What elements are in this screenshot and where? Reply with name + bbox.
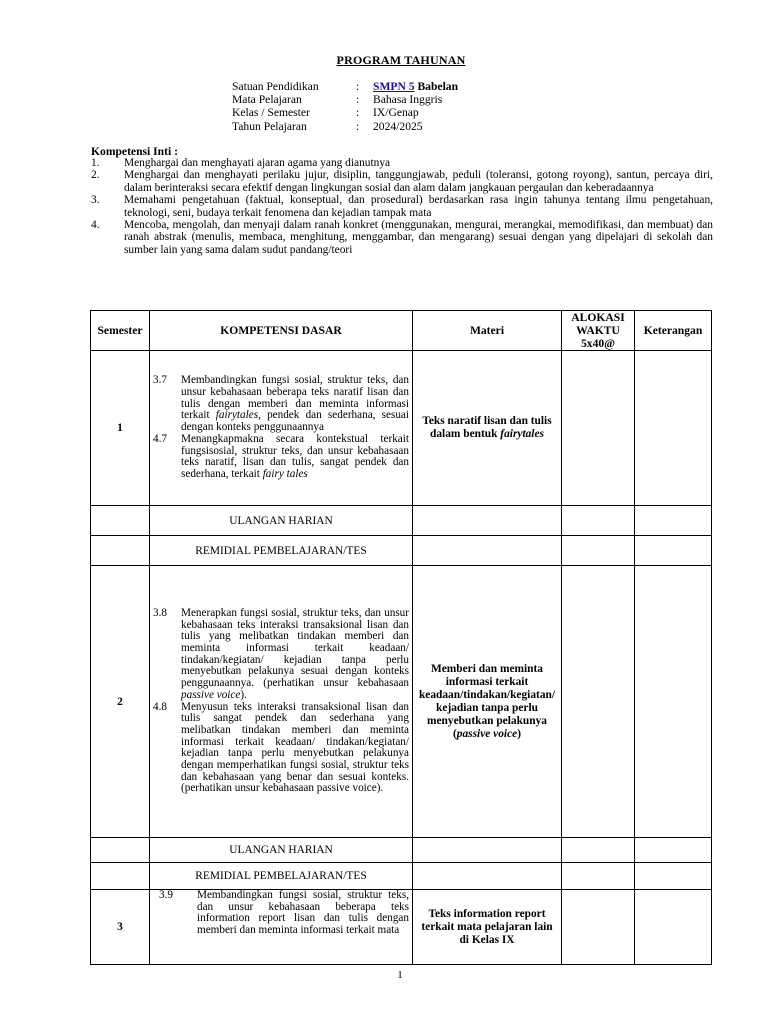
keterangan-cell [635, 351, 712, 506]
materi-cell [413, 536, 562, 566]
table-row-semester-3 [91, 890, 712, 965]
materi-text-italic: fairytales [500, 428, 544, 440]
semester-cell [91, 863, 150, 890]
kd-text-italic: fairytales [215, 409, 259, 422]
table-row-remidial [91, 536, 712, 566]
info-row-tahun [232, 120, 458, 133]
alokasi-line-1: ALOKASI [571, 311, 625, 324]
kd-item [153, 702, 409, 796]
kd-text: Membandingkan fungsi sosial, struktur teks, dan unsur kebahasaan beberapa teks information report lisan dan tulis dengan memberi dan meminta informasi terkait mata [197, 889, 409, 937]
ki-number: 3. [91, 194, 100, 207]
school-link[interactable]: SMPN 5 [373, 80, 415, 93]
kd-text-part: Menangkapmakna secara kontekstual terkait fungsisosial, struktur teks, dan unsur kebahasaan teks naratif, lisan dan tulis, sangat pendek dan sederhana, terkait [181, 432, 409, 480]
page-title: PROGRAM TAHUNAN [336, 53, 466, 67]
kd-code: 3.7 [153, 374, 167, 387]
ki-item [91, 194, 713, 219]
semester-cell: 3 [91, 890, 150, 965]
ki-text: Menghargai dan menghayati ajaran agama yang dianutnya [124, 157, 391, 169]
kd-code: 3.9 [159, 889, 173, 901]
info-colon: : [356, 80, 360, 93]
kd-item [153, 890, 409, 937]
info-colon: : [356, 106, 360, 120]
alokasi-cell [562, 506, 635, 536]
materi-text: ) [517, 727, 521, 740]
materi-text: Teks naratif lisan dan tulis dalam bentuk [422, 415, 552, 440]
kd-item [153, 375, 409, 434]
info-value: Bahasa Inggris [373, 93, 443, 107]
remidial-label: REMIDIAL PEMBELAJARAN/TES [150, 536, 413, 566]
materi-text-italic: passive voice [456, 727, 518, 740]
semester-cell [91, 536, 150, 566]
semester-cell: 2 [91, 566, 150, 838]
semester-cell: 1 [91, 351, 150, 506]
page-number: 1 [397, 969, 403, 981]
alokasi-line-2: WAKTU [576, 324, 620, 337]
materi-cell [413, 566, 562, 838]
table-header-row [91, 311, 712, 351]
alokasi-line-3: 5x40@ [581, 337, 615, 350]
info-label: Satuan Pendidikan [232, 80, 319, 93]
materi-cell [413, 838, 562, 863]
kd-text-part: , pendek dan sederhana, sesuai dengan konteks penggunaannya [181, 409, 410, 434]
keterangan-cell [635, 863, 712, 890]
kd-code: 3.8 [153, 606, 167, 619]
alokasi-cell [562, 566, 635, 838]
alokasi-cell [562, 890, 635, 965]
header-alokasi-waktu [562, 311, 635, 351]
kd-text-italic: passive voice [181, 688, 241, 701]
ki-number: 2. [91, 169, 100, 182]
ki-item [91, 169, 713, 194]
table-row-semester-1 [91, 351, 712, 506]
alokasi-cell [562, 838, 635, 863]
header-materi: Materi [413, 311, 562, 351]
kd-text [181, 434, 409, 481]
ki-number: 4. [91, 219, 100, 232]
kd-code: 4.8 [153, 700, 167, 713]
info-value: IX/Genap [373, 106, 419, 120]
info-value: 2024/2025 [373, 119, 423, 133]
info-colon: : [356, 119, 360, 133]
kd-cell [150, 566, 413, 838]
kompetensi-inti-list [91, 157, 713, 256]
info-label: Kelas / Semester [232, 106, 310, 120]
kd-text-part: Menerapkan fungsi sosial, struktur teks, dan unsur kebahasaan teks interaksi transaksional lisan dan tulis yang melibatkan tindakan memberi dan meminta informasi terkait keadaan/ tindakan/kegiatan/ kejadian tanpa perlu menyebutkan pelakunya sesuai dengan konteks penggunaannya. (perhatikan unsur kebahasaan [181, 606, 409, 690]
ki-item [91, 157, 713, 169]
ki-item [91, 219, 713, 256]
header-keterangan: Keterangan [635, 311, 712, 351]
alokasi-cell [562, 351, 635, 506]
info-row-satuan [232, 80, 458, 93]
document-info [232, 80, 458, 133]
kd-code: 4.7 [153, 432, 167, 445]
remidial-label: REMIDIAL PEMBELAJARAN/TES [150, 863, 413, 890]
materi-cell [413, 506, 562, 536]
header-semester: Semester [91, 311, 150, 351]
program-table [90, 310, 712, 965]
kd-text [181, 608, 409, 702]
semester-cell [91, 838, 150, 863]
ki-text: Menghargai dan menghayati perilaku jujur, disiplin, tanggungjawab, peduli (toleransi, gotong royong), santun, percaya diri, dalam berinteraksi secara efektif dengan lingkungan sosial dan alam dalam jangkauan pergaulan dan keberadaannya [124, 169, 713, 194]
alokasi-cell [562, 863, 635, 890]
alokasi-cell [562, 536, 635, 566]
keterangan-cell [635, 506, 712, 536]
materi-cell: Teks information report terkait mata pelajaran lain di Kelas IX [413, 890, 562, 965]
school-name-suffix: Babelan [414, 80, 459, 93]
keterangan-cell [635, 890, 712, 965]
info-colon: : [356, 93, 360, 107]
keterangan-cell [635, 838, 712, 863]
ulangan-harian-label: ULANGAN HARIAN [150, 506, 413, 536]
info-row-mapel [232, 93, 458, 106]
ki-text: Memahami pengetahuan (faktual, konseptual, dan prosedural) berdasarkan rasa ingin tahunya tentang ilmu pengetahuan, teknologi, seni, budaya terkait fenomena dan kejadian tampak mata [124, 194, 713, 219]
materi-cell [413, 351, 562, 506]
header-kompetensi-dasar: KOMPETENSI DASAR [150, 311, 413, 351]
kd-cell [150, 351, 413, 506]
ulangan-harian-label: ULANGAN HARIAN [150, 838, 413, 863]
kd-text-part: ). [240, 688, 247, 701]
kompetensi-inti-heading: Kompetensi Inti : [91, 145, 178, 158]
kd-cell [150, 890, 413, 965]
ki-text: Mencoba, mengolah, dan menyaji dalam ranah konkret (menggunakan, mengurai, merangkai, memodifikasi, dan membuat) dan ranah abstrak (menulis, membaca, menghitung, menggambar, dan mengarang) sesuai dengan yang dipelajari di sekolah dan sumber lain yang sama dalam sudut pandang/teori [124, 219, 713, 256]
info-label: Mata Pelajaran [232, 93, 302, 107]
kd-item [153, 608, 409, 702]
table-row-semester-2 [91, 566, 712, 838]
kd-item [153, 434, 409, 481]
semester-cell [91, 506, 150, 536]
materi-cell [413, 863, 562, 890]
table-row-ulangan [91, 506, 712, 536]
kd-text [181, 375, 409, 434]
kd-text-italic: fairy tales [262, 467, 308, 480]
table-row-remidial [91, 863, 712, 890]
kd-text: Menyusun teks interaksi transaksional lisan dan tulis sangat pendek dan sederhana yang melibatkan tindakan memberi dan meminta informasi terkait keadaan/ tindakan/kegiatan/ kejadian tanpa perlu menyebutkan pelakunya dengan memperhatikan fungsi sosial, struktur teks dan kebahasaan yang benar dan sesuai konteks. (perhatikan unsur kebahasaan passive voice). [181, 700, 409, 795]
kd-text-part: Membandingkan fungsi sosial, struktur teks, dan unsur kebahasaan beberapa teks naratif lisan dan tulis dengan memberi dan meminta informasi terkait [181, 374, 409, 422]
keterangan-cell [635, 566, 712, 838]
ki-number: 1. [91, 157, 100, 169]
materi-text: Memberi dan meminta informasi terkait keadaan/tindakan/kegiatan/ kejadian tanpa perlu menyebutkan pelakunya ( [418, 662, 556, 740]
info-value [373, 80, 458, 93]
info-row-kelas [232, 106, 458, 119]
table-row-ulangan [91, 838, 712, 863]
keterangan-cell [635, 536, 712, 566]
info-label: Tahun Pelajaran [232, 119, 307, 133]
